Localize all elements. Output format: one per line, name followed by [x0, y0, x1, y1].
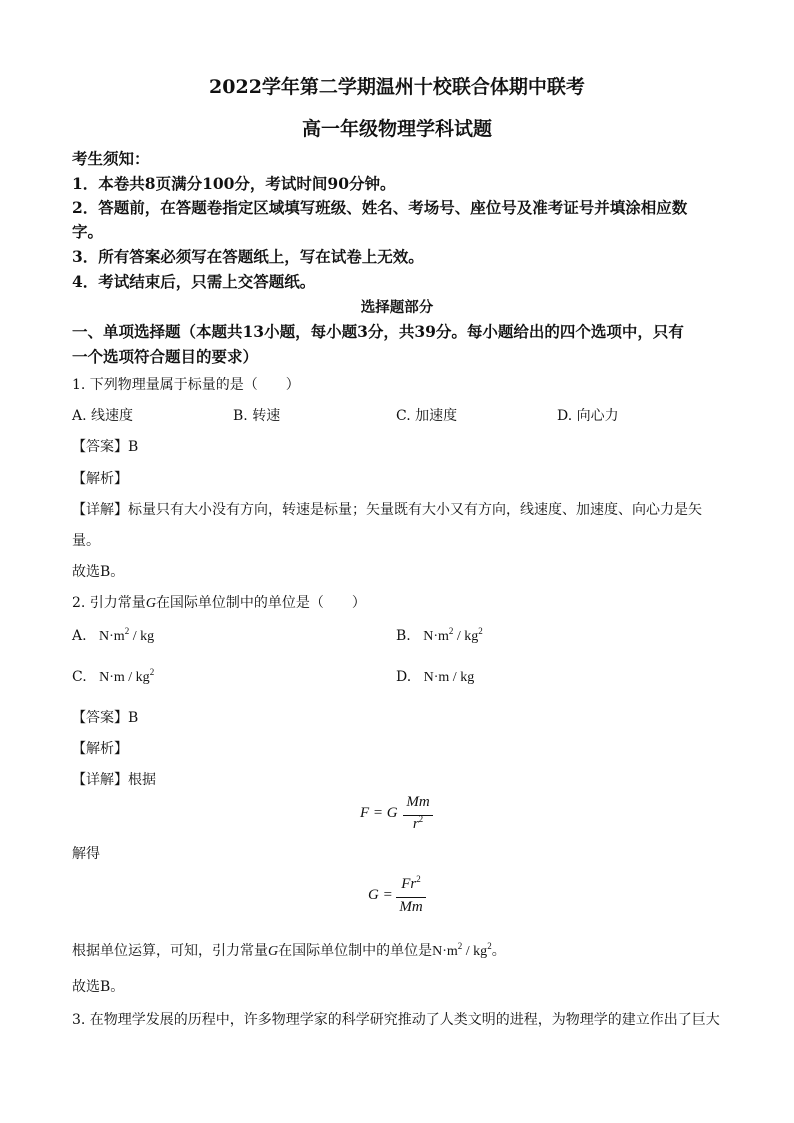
q1-conclusion: 故选B。	[72, 564, 125, 580]
notice-heading: 考生须知：	[72, 149, 150, 168]
q1-detail-line2: 量。	[72, 533, 100, 549]
q1-option-c: C. 加速度	[396, 408, 458, 424]
q2-stem-var: G	[145, 596, 156, 611]
q2-conclusion: 故选B。	[72, 979, 125, 995]
q2-option-b	[396, 628, 483, 645]
notice-item-3: 3．所有答案必须写在答题纸上，写在试卷上无效。	[72, 247, 424, 266]
q3-stem: 3. 在物理学发展的历程中，许多物理学家的科学研究推动了人类文明的进程，为物理学的建立作出了巨大	[72, 1012, 720, 1028]
q2-option-b-label: B.	[396, 628, 411, 644]
q2-option-c-label: C.	[72, 669, 87, 685]
q2-option-d	[396, 669, 474, 686]
q2-option-a	[72, 628, 154, 645]
section-title: 选择题部分	[360, 299, 434, 316]
section-heading-line1: 一、单项选择题（本题共13小题，每小题3分，共39分。每小题给出的四个选项中，只有	[72, 322, 684, 341]
formula1-numerator: Mm	[406, 794, 430, 810]
q1-stem: 1. 下列物理量属于标量的是（ ）	[72, 377, 300, 393]
q2-option-d-value: N·m / kg	[423, 670, 475, 685]
q1-analysis: 【解析】	[72, 471, 128, 487]
section-heading-line2: 一个选项符合题目的要求）	[72, 347, 259, 366]
q1-option-d: D. 向心力	[557, 408, 619, 424]
formula2-denominator: Mm	[399, 899, 423, 915]
q1-option-b: B. 转速	[233, 408, 281, 424]
formula2-numerator: Fr$^2$	[401, 874, 421, 892]
q1-detail-line1: 【详解】标量只有大小没有方向，转速是标量；矢量既有大小又有方向，线速度、加速度、向心力是矢	[72, 502, 702, 518]
notice-item-2: 2．答题前，在答题卷指定区域填写班级、姓名、考场号、座位号及准考证号并填涂相应数	[72, 198, 688, 217]
q2-detail: 【详解】根据	[72, 772, 156, 788]
q2-option-c	[72, 669, 154, 686]
q2-solve: 解得	[72, 846, 100, 862]
notice-item-1: 1．本卷共8页满分100分，考试时间90分钟。	[72, 174, 396, 193]
formula-g-solved	[368, 876, 448, 920]
q2-option-a-label: A.	[72, 628, 87, 644]
formula-gravitation	[360, 794, 440, 840]
notice-item-4: 4．考试结束后，只需上交答题纸。	[72, 272, 316, 291]
notice-item-2-cont: 字。	[72, 222, 104, 241]
formula1-denominator: $r^2$	[412, 814, 424, 832]
q2-unit-derivation: 根据单位运算，可知，引力常量G在国际单位制中的单位是$N\cdot m^2 / kg^2$。	[72, 941, 506, 959]
q2-stem	[72, 592, 366, 612]
q2-analysis: 【解析】	[72, 741, 128, 757]
q2-option-a-value: $N\cdot m^2$ / kg	[99, 626, 155, 644]
q1-option-a: A. 线速度	[72, 408, 134, 424]
formula2-lhs: G =	[368, 887, 393, 903]
q1-answer: 【答案】B	[72, 439, 139, 455]
formula1-lhs: F = G	[360, 805, 398, 821]
formula2-fraction-bar	[396, 897, 426, 898]
q2-option-c-value: $N\cdot m / kg^2$	[99, 667, 155, 685]
exam-title: 2022学年第二学期温州十校联合体期中联考	[209, 76, 585, 98]
q2-option-d-label: D.	[396, 669, 412, 685]
q2-answer: 【答案】B	[72, 710, 139, 726]
q2-option-b-value: $N\cdot m^2 / kg^2$	[423, 626, 483, 644]
q2-stem-post: 在国际单位制中的单位是（ ）	[155, 595, 366, 611]
q2-stem-pre: 2. 引力常量	[72, 595, 146, 611]
exam-subtitle: 高一年级物理学科试题	[301, 118, 492, 140]
